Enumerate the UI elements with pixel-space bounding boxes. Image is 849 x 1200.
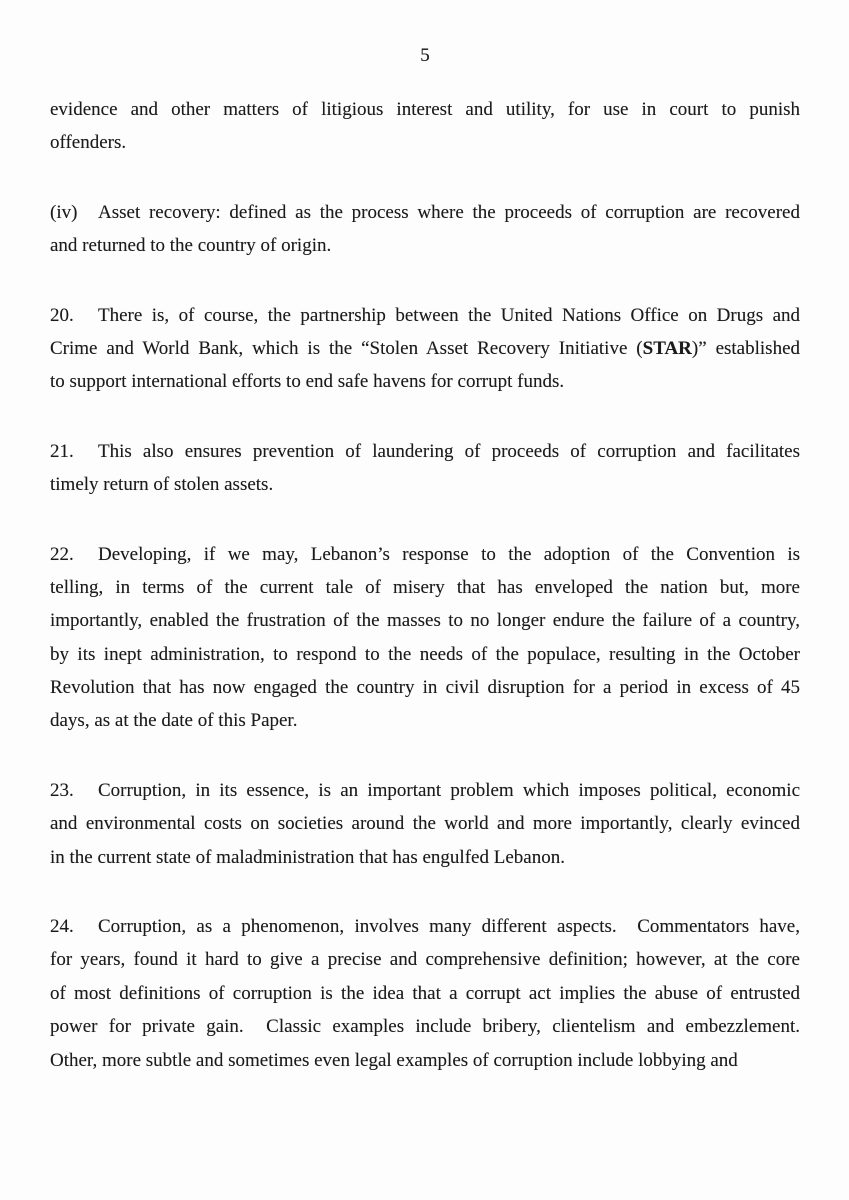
paragraph-label: 23.	[50, 779, 74, 801]
paragraph	[50, 435, 800, 502]
text-line: 24. Corruption, as a phenomenon, involves many different aspects. Commentators have,	[50, 910, 800, 943]
text-line: Other, more subtle and sometimes even legal examples of corruption include lobbying and	[50, 1049, 738, 1071]
paragraph-label: 21.	[50, 440, 74, 462]
paragraph-label: 24.	[50, 916, 74, 938]
text-line: power for private gain. Classic examples include bribery, clientelism and embezzlement.	[50, 1016, 800, 1038]
text-line: days, as at the date of this Paper.	[50, 710, 298, 732]
text-line: offenders.	[50, 132, 127, 154]
paragraph	[50, 910, 800, 1077]
text-line: in the current state of maladministration that has engulfed Lebanon.	[50, 846, 565, 868]
paragraph	[50, 538, 800, 738]
text-line: and returned to the country of origin.	[50, 235, 332, 257]
text-line: 20. There is, of course, the partnership between the United Nations Office on Drugs and	[50, 299, 800, 332]
text-line: 23. Corruption, in its essence, is an important problem which imposes political, economic	[50, 774, 800, 807]
paragraph-label: 22.	[50, 543, 74, 565]
text-line: 21. This also ensures prevention of laundering of proceeds of corruption and facilitates	[50, 435, 800, 468]
text-line: (iv) Asset recovery: defined as the process where the proceeds of corruption are recovered	[50, 196, 800, 229]
paragraph	[50, 93, 800, 160]
paragraph-label: 20.	[50, 304, 74, 326]
text-line: importantly, enabled the frustration of the masses to no longer endure the failure of a country,	[50, 610, 800, 632]
document-body	[50, 93, 800, 1077]
paragraph	[50, 196, 800, 263]
paragraph	[50, 774, 800, 874]
paragraph	[50, 299, 800, 399]
text-line: of most definitions of corruption is the idea that a corrupt act implies the abuse of entrusted	[50, 982, 800, 1004]
text-line: timely return of stolen assets.	[50, 474, 274, 496]
text-line: telling, in terms of the current tale of misery that has enveloped the nation but, more	[50, 576, 800, 598]
text-line: 22. Developing, if we may, Lebanon’s response to the adoption of the Convention is	[50, 538, 800, 571]
text-line: Revolution that has now engaged the country in civil disruption for a period in excess of 45	[50, 677, 800, 699]
text-line: Crime and World Bank, which is the “Stolen Asset Recovery Initiative (STAR)” established	[50, 337, 800, 359]
text-line: for years, found it hard to give a precise and comprehensive definition; however, at the core	[50, 949, 800, 971]
text-line: to support international efforts to end safe havens for corrupt funds.	[50, 371, 565, 393]
page-number: 5	[420, 45, 430, 66]
text-line: evidence and other matters of litigious interest and utility, for use in court to punish	[50, 99, 800, 120]
text-line: by its inept administration, to respond to the needs of the populace, resulting in the October	[50, 643, 800, 665]
text-line: and environmental costs on societies around the world and more importantly, clearly evinced	[50, 813, 800, 835]
paragraph-label: (iv)	[50, 201, 78, 223]
